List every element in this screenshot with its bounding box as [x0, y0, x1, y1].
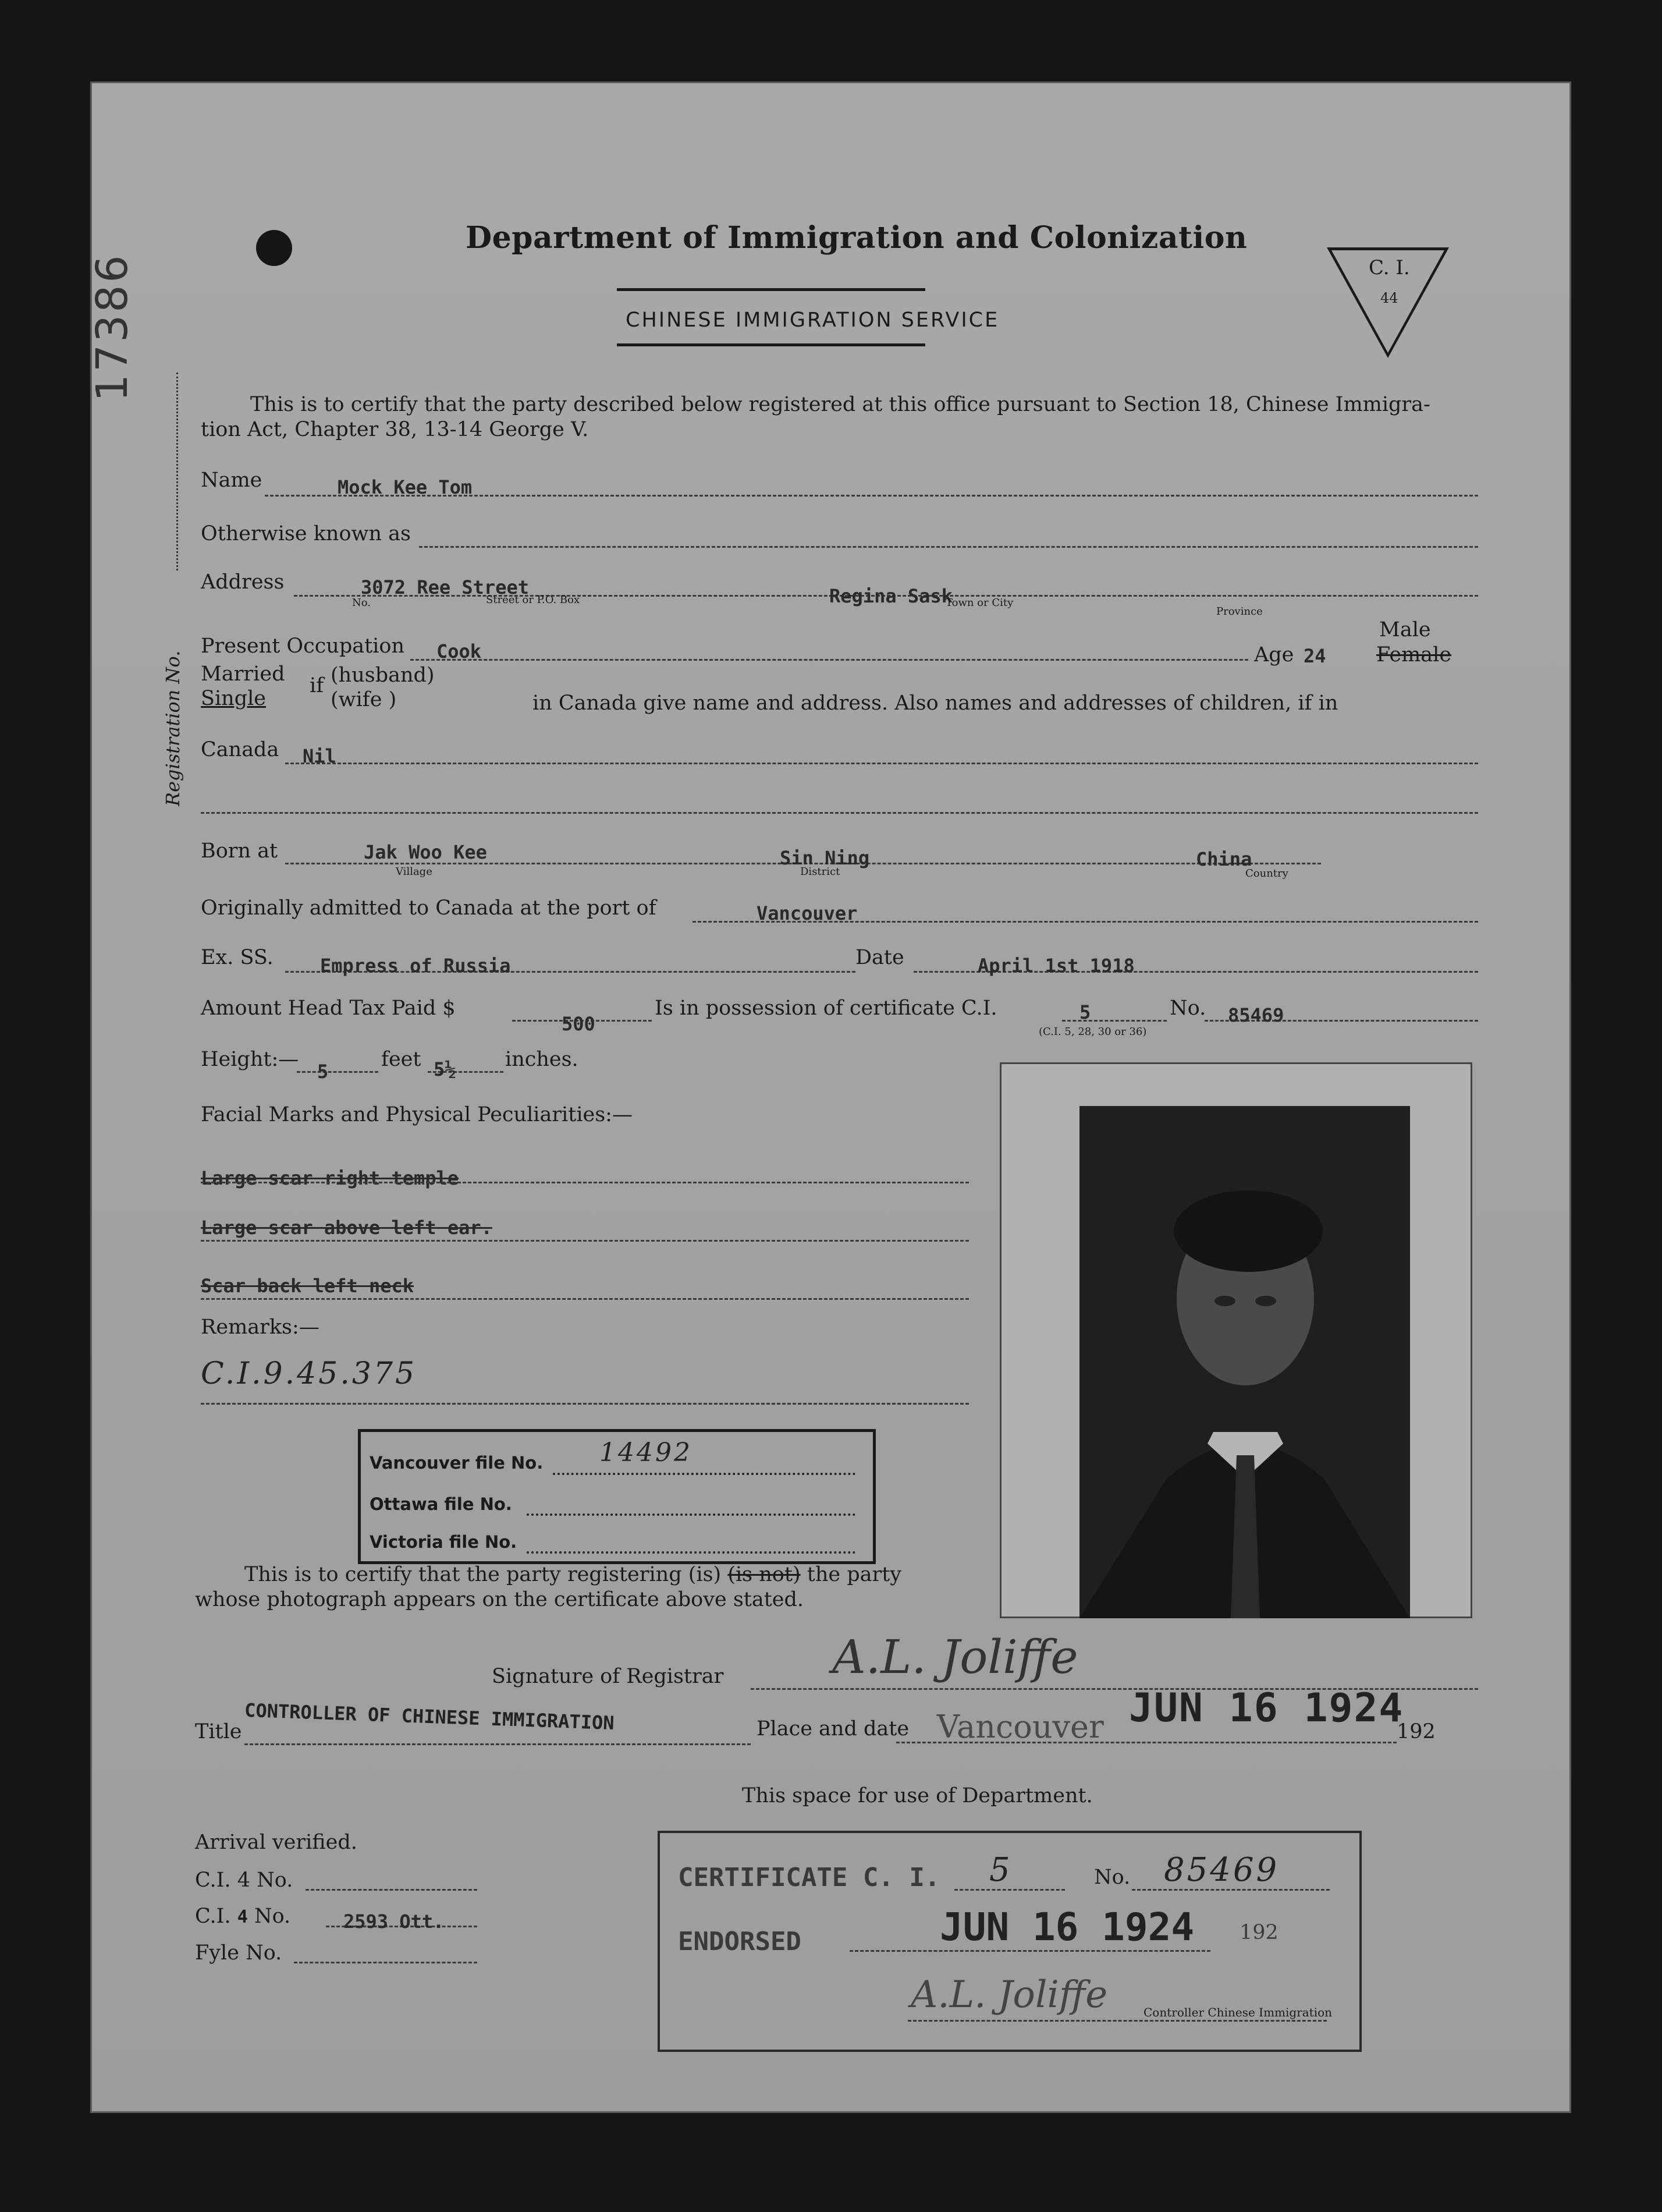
place-label: Place and date [757, 1717, 910, 1740]
place-value: Vancouver [937, 1708, 1104, 1745]
registrar-signature: A.L. Joliffe [832, 1630, 1078, 1684]
headtax-label: Amount Head Tax Paid $ [201, 997, 456, 1020]
remarks-label: Remarks:— [201, 1316, 319, 1339]
address-city: Regina Sask [829, 585, 953, 607]
ottawa-file-label: Ottawa file No. [370, 1494, 512, 1514]
department-title: Department of Immigration and Colonization [466, 220, 1248, 256]
form-code: C. I. [1369, 256, 1410, 279]
victoria-file-label: Victoria file No. [370, 1532, 517, 1552]
vancouver-file-value: 14492 [599, 1438, 692, 1467]
date-label: Date [855, 946, 904, 969]
portrait-photo [1079, 1106, 1410, 1618]
ci4-label: C.I. 4 No. [195, 1869, 293, 1892]
sex-male: Male [1379, 618, 1431, 641]
facial-mark-1: Large scar right temple [201, 1167, 459, 1189]
registration-dotted-line [176, 373, 178, 570]
born-village: Jak Woo Kee [364, 841, 487, 863]
facial-mark-2: Large scar above left ear. [201, 1217, 492, 1239]
intro-line-1: This is to certify that the party described below registered at this office pursuant to Section 18, Chinese Immigra- [250, 393, 1430, 416]
header-rule-bottom [617, 343, 925, 346]
stamp-caption: Controller Chinese Immigration [1143, 2005, 1333, 2019]
height-label: Height:— [201, 1048, 299, 1071]
date-value: April 1st 1918 [978, 955, 1135, 977]
born-label: Born at [201, 839, 278, 863]
address-label: Address [201, 570, 285, 594]
signature-label: Signature of Registrar [492, 1665, 724, 1688]
headtax-value: 500 [562, 1013, 595, 1035]
certificate-no-label: No. [1094, 1866, 1131, 1889]
vancouver-file-label: Vancouver file No. [370, 1453, 544, 1473]
height-feet: 5 [317, 1061, 329, 1083]
form-number: 44 [1380, 290, 1398, 306]
occupation-label: Present Occupation [201, 634, 404, 658]
arrival-verified: Arrival verified. [195, 1831, 357, 1854]
born-district: Sin Ning [780, 847, 870, 869]
certify-line-2: whose photograph appears on the certificate above stated. [195, 1588, 804, 1611]
ship-value: Empress of Russia [320, 955, 511, 977]
ship-label: Ex. SS. [201, 946, 274, 969]
admitted-value: Vancouver [757, 902, 858, 924]
possession-ci: 5 [1079, 1001, 1091, 1023]
canada-label: Canada [201, 738, 279, 761]
sex-female: Female [1376, 643, 1452, 667]
certificate-ci-value: 5 [989, 1851, 1013, 1889]
department-use-heading: This space for use of Department. [742, 1784, 1093, 1807]
remarks-value: C.I.9.45.375 [201, 1356, 417, 1391]
born-country: China [1196, 848, 1252, 870]
fyle-label: Fyle No. [195, 1941, 282, 1965]
height-inches: 5½ [434, 1058, 456, 1080]
endorsed-label: ENDORSED [678, 1927, 801, 1956]
otherwise-label: Otherwise known as [201, 522, 411, 545]
admitted-label: Originally admitted to Canada at the port of [201, 896, 656, 920]
ci-value: 2593 Ott. [343, 1910, 445, 1933]
possession-label: Is in possession of certificate C.I. [655, 997, 997, 1020]
date-stamp: JUN 16 1924 [1129, 1685, 1404, 1731]
stamp-signature: A.L. Joliffe [911, 1973, 1108, 2016]
name-label: Name [201, 469, 262, 492]
endorsed-date: JUN 16 1924 [940, 1905, 1195, 1949]
single-label: Single [201, 687, 267, 710]
punch-hole [256, 230, 292, 266]
certificate-label: CERTIFICATE C. I. [678, 1863, 940, 1892]
title-value: CONTROLLER OF CHINESE IMMIGRATION [244, 1699, 615, 1735]
ci-label: C.I. 4 No. [195, 1905, 291, 1928]
title-label: Title [195, 1720, 242, 1743]
name-value: Mock Kee Tom [338, 476, 473, 498]
address-street: 3072 Ree Street [361, 576, 529, 598]
certify-line-1: This is to certify that the party registering (is) (is not) the party [244, 1563, 902, 1586]
possession-no-label: No. [1170, 997, 1206, 1020]
registration-number: 17386 [87, 253, 137, 402]
service-title: CHINESE IMMIGRATION SERVICE [626, 309, 1000, 332]
age-label: Age [1254, 643, 1294, 667]
canada-text: in Canada give name and address. Also names and addresses of children, if in [532, 692, 1338, 715]
header-rule-top [617, 288, 925, 291]
intro-line-2: tion Act, Chapter 38, 13-14 George V. [201, 418, 589, 441]
age-value: 24 [1304, 645, 1326, 667]
married-label: Married [201, 662, 285, 686]
facial-label: Facial Marks and Physical Peculiarities:— [201, 1103, 633, 1126]
canada-value: Nil [303, 745, 336, 767]
possession-no: 85469 [1228, 1004, 1284, 1026]
occupation-value: Cook [436, 640, 482, 662]
facial-mark-3: Scar back left neck [201, 1275, 414, 1297]
registration-label: Registration No. [162, 650, 184, 806]
certificate-no-value: 85469 [1164, 1851, 1280, 1889]
